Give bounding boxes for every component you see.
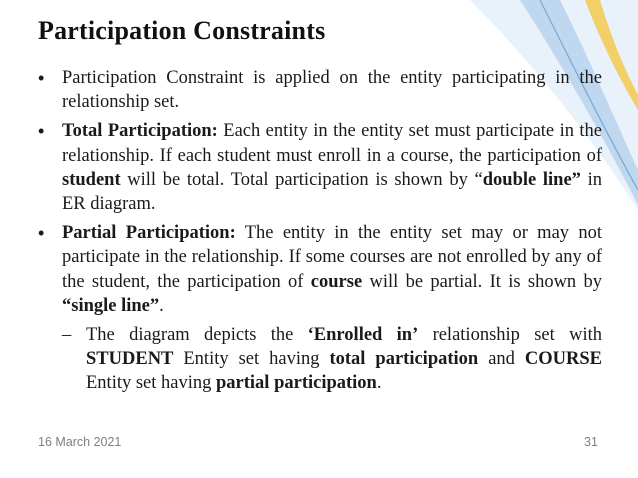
bullet-3-part-3: will be partial. It is shown by	[362, 271, 603, 292]
bullet-2-part-2: student	[62, 169, 121, 190]
sub-bullet	[38, 323, 602, 396]
bullet-item	[38, 66, 602, 114]
sub-bullet-part-3: STUDENT	[86, 349, 174, 370]
bullet-item	[38, 221, 602, 318]
sub-bullet-part-9: partial participation	[216, 373, 377, 394]
sub-bullet-part-8: Entity set having	[86, 373, 216, 394]
bullet-3-part-1: The entity in the entity set may or may not participate in the relationship. If some courses are not enrolled by any of the student, the participation of	[62, 223, 602, 292]
bullet-2-part-0: Total Participation:	[62, 121, 218, 142]
dash-mark: –	[62, 325, 72, 346]
sub-bullet-part-6: and	[478, 349, 525, 370]
sub-bullet-part-1: ‘Enrolled in’	[307, 325, 419, 346]
sub-bullet-part-7: COURSE	[524, 349, 602, 370]
sub-bullet-part-10: .	[376, 373, 382, 394]
bullet-2-part-1: Each entity in the entity set must participate in the relationship. If each student must enroll in a course, the participation of	[62, 121, 603, 166]
sub-bullet-part-2: relationship set with	[418, 325, 602, 346]
footer-date: 16 March 2021	[38, 435, 122, 449]
bullet-3-part-5: .	[159, 295, 164, 316]
slide-title: Participation Constraints	[38, 16, 326, 45]
page-number: 31	[584, 435, 598, 449]
bullet-text	[62, 121, 602, 214]
bullet-item	[38, 119, 602, 216]
sub-bullet-part-5: total participation	[329, 349, 479, 370]
bullet-dot-icon: •	[38, 223, 45, 244]
bullet-2-part-4: double line”	[482, 169, 581, 190]
bullet-3-part-4: “single line”	[62, 295, 160, 316]
bullet-dot-icon: •	[38, 68, 45, 88]
bullet-text	[62, 223, 602, 316]
bullet-2-part-5: in ER diagram.	[62, 169, 603, 215]
bullet-2-part-3: will be total. Total participation is shown by “	[120, 169, 483, 190]
bullet-dot-icon: •	[38, 121, 45, 142]
sub-bullet-part-0: The diagram depicts the	[86, 325, 308, 346]
bullet-list	[38, 66, 602, 318]
sub-bullet-part-4: Entity set having	[173, 349, 330, 370]
slide-body	[38, 66, 602, 396]
bullet-3-part-0: Partial Participation:	[62, 223, 236, 244]
sub-bullet-text	[86, 325, 602, 393]
bullet-3-part-2: course	[310, 271, 363, 292]
bullet-text	[62, 68, 602, 112]
bullet-1-part-0: Participation Constraint is applied on the entity participating in the relationship set.	[62, 68, 602, 113]
